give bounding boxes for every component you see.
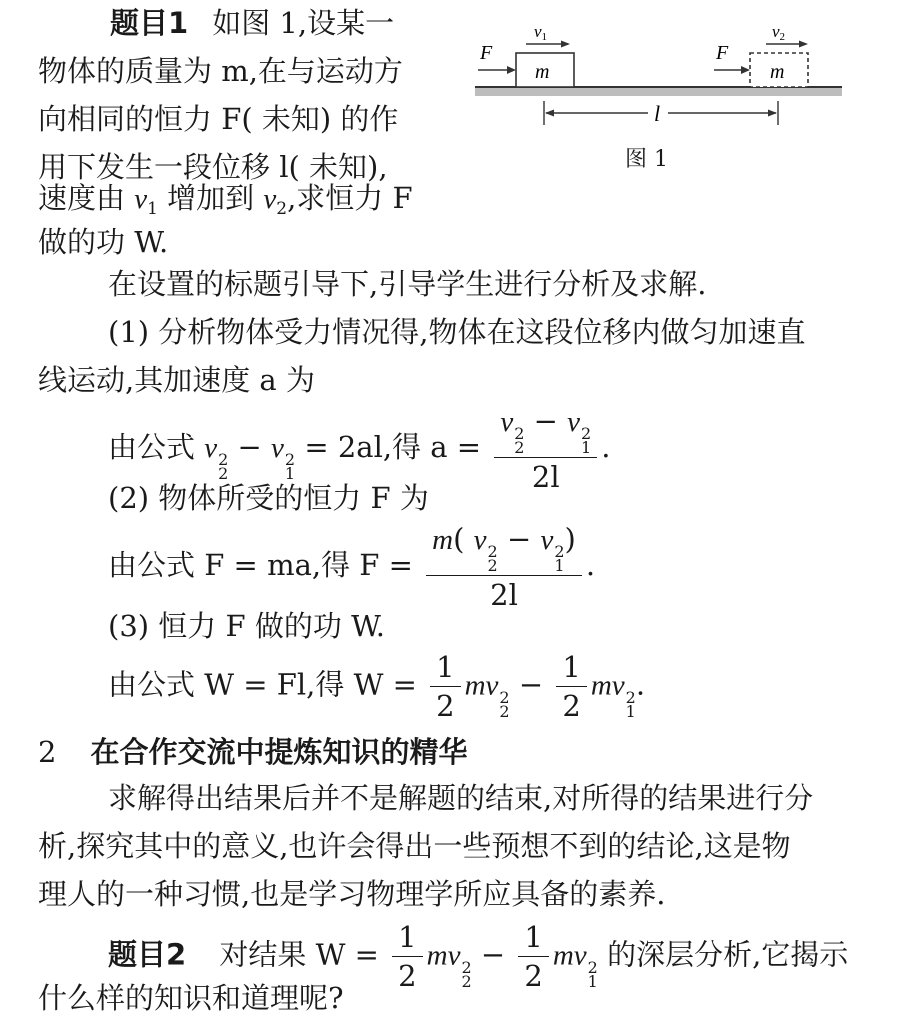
problem1-text-1: 如图 1,设某一 [212, 6, 395, 40]
problem1-line5-c: ,求恒力 F [287, 181, 413, 215]
guide-paragraph: 在设置的标题引导下,引导学生进行分析及求解. [108, 267, 707, 301]
step3-formula-prefix: 由公式 W = Fl,得 W = [108, 667, 417, 702]
section2-title: 在合作交流中提炼知识的精华 [90, 735, 468, 769]
problem1-line5: 速度由 $v_1$ 增加到 $v_2$,求恒力 F [38, 181, 413, 219]
para2-line3: 理人的一种习惯,也是学习物理学所应具备的素养. [38, 877, 666, 911]
section2-heading [38, 732, 467, 772]
problem1-line5-a: 速度由 [38, 181, 126, 215]
block-left-mass-label: m [535, 61, 550, 83]
displacement-arrowhead-left [545, 110, 554, 117]
problem1-line1 [110, 3, 394, 43]
displacement-label: l [654, 101, 661, 126]
force-denominator: 2l [490, 578, 518, 612]
para2-line2: 析,探究其中的意义,也许会得出一些预想不到的结论,这是物 [38, 829, 791, 863]
v1-label: v1 [534, 22, 548, 43]
step2-line1: (2) 物体所受的恒力 F 为 [108, 481, 429, 515]
problem1-line6: 做的功 W. [38, 225, 169, 259]
problem1-line3: 向相同的恒力 F( 未知) 的作 [38, 102, 399, 136]
ground-texture [475, 88, 842, 96]
block-right-mass-label: m [770, 61, 785, 83]
half-fraction-2: $\frac{1}{2}$ [556, 650, 586, 723]
problem1-line5-b: 增加到 [167, 181, 255, 215]
problem2-line1: 题目2 对结果 W = $\frac{1}{2}$ mv 2 2 − $\frac{1}{2}$ mv 2 1 的深层分析,它揭示 [108, 920, 849, 993]
problem2-text-b: 的深层分析,它揭示 [607, 937, 849, 972]
v2-label: v2 [772, 22, 786, 43]
displacement-arrowhead-right [768, 110, 777, 117]
acceleration-denominator: 2l [531, 460, 560, 494]
v1-arrowhead [561, 41, 570, 48]
problem1-label: 题目1 [110, 6, 189, 40]
problem2-line2: 什么样的知识和道理呢? [38, 981, 344, 1015]
step1-formula-mid: = 2al,得 a = [304, 430, 482, 464]
step2-formula: 由公式 F = ma,得 F = m( v 2 2 − v 2 1 ) 2l . [108, 522, 596, 612]
half-fraction-1: $\frac{1}{2}$ [430, 650, 460, 723]
v2-arrowhead [799, 41, 808, 48]
step1-formula-prefix: 由公式 [108, 430, 196, 464]
force-arrowhead-right [741, 66, 750, 74]
p2-half-fraction-1: $\frac{1}{2}$ [392, 920, 422, 993]
step1-formula: 由公式 v 2 2 − v 2 1 = 2al,得 a = v 2 2 − v 2 1 2l . [108, 404, 611, 494]
step1-line2: 线运动,其加速度 a 为 [38, 363, 315, 397]
problem2-label: 题目2 [108, 937, 187, 972]
force-label-right: F [716, 42, 729, 64]
problem1-line4: 用下发生一段位移 l( 未知), [38, 150, 388, 184]
step3-formula: 由公式 W = Fl,得 W = $\frac{1}{2}$ mv 2 2 − $\frac{1}{2}$ mv 2 1 . [108, 650, 646, 723]
force-fraction: m( v 2 2 − v 2 1 ) 2l [426, 522, 582, 612]
force-label-left: F [480, 42, 493, 64]
problem2-text-a: 对结果 W = [219, 937, 379, 972]
para2-line1: 求解得出结果后并不是解题的结束,对所得的结果进行分 [108, 781, 814, 815]
step2-formula-prefix: 由公式 F = ma,得 F = [108, 548, 413, 582]
acceleration-fraction: v 2 2 − v 2 1 2l [494, 404, 597, 494]
step1-line1: (1) 分析物体受力情况得,物体在这段位移内做匀加速直 [108, 315, 806, 349]
step3-line1: (3) 恒力 F 做的功 W. [108, 609, 386, 643]
figure-caption: 图 1 [625, 147, 668, 172]
section2-number: 2 [38, 735, 57, 769]
problem1-line2: 物体的质量为 m,在与运动方 [38, 54, 403, 88]
figure-1 [470, 15, 850, 155]
force-arrowhead-left [507, 66, 516, 74]
p2-half-fraction-2: $\frac{1}{2}$ [518, 920, 548, 993]
